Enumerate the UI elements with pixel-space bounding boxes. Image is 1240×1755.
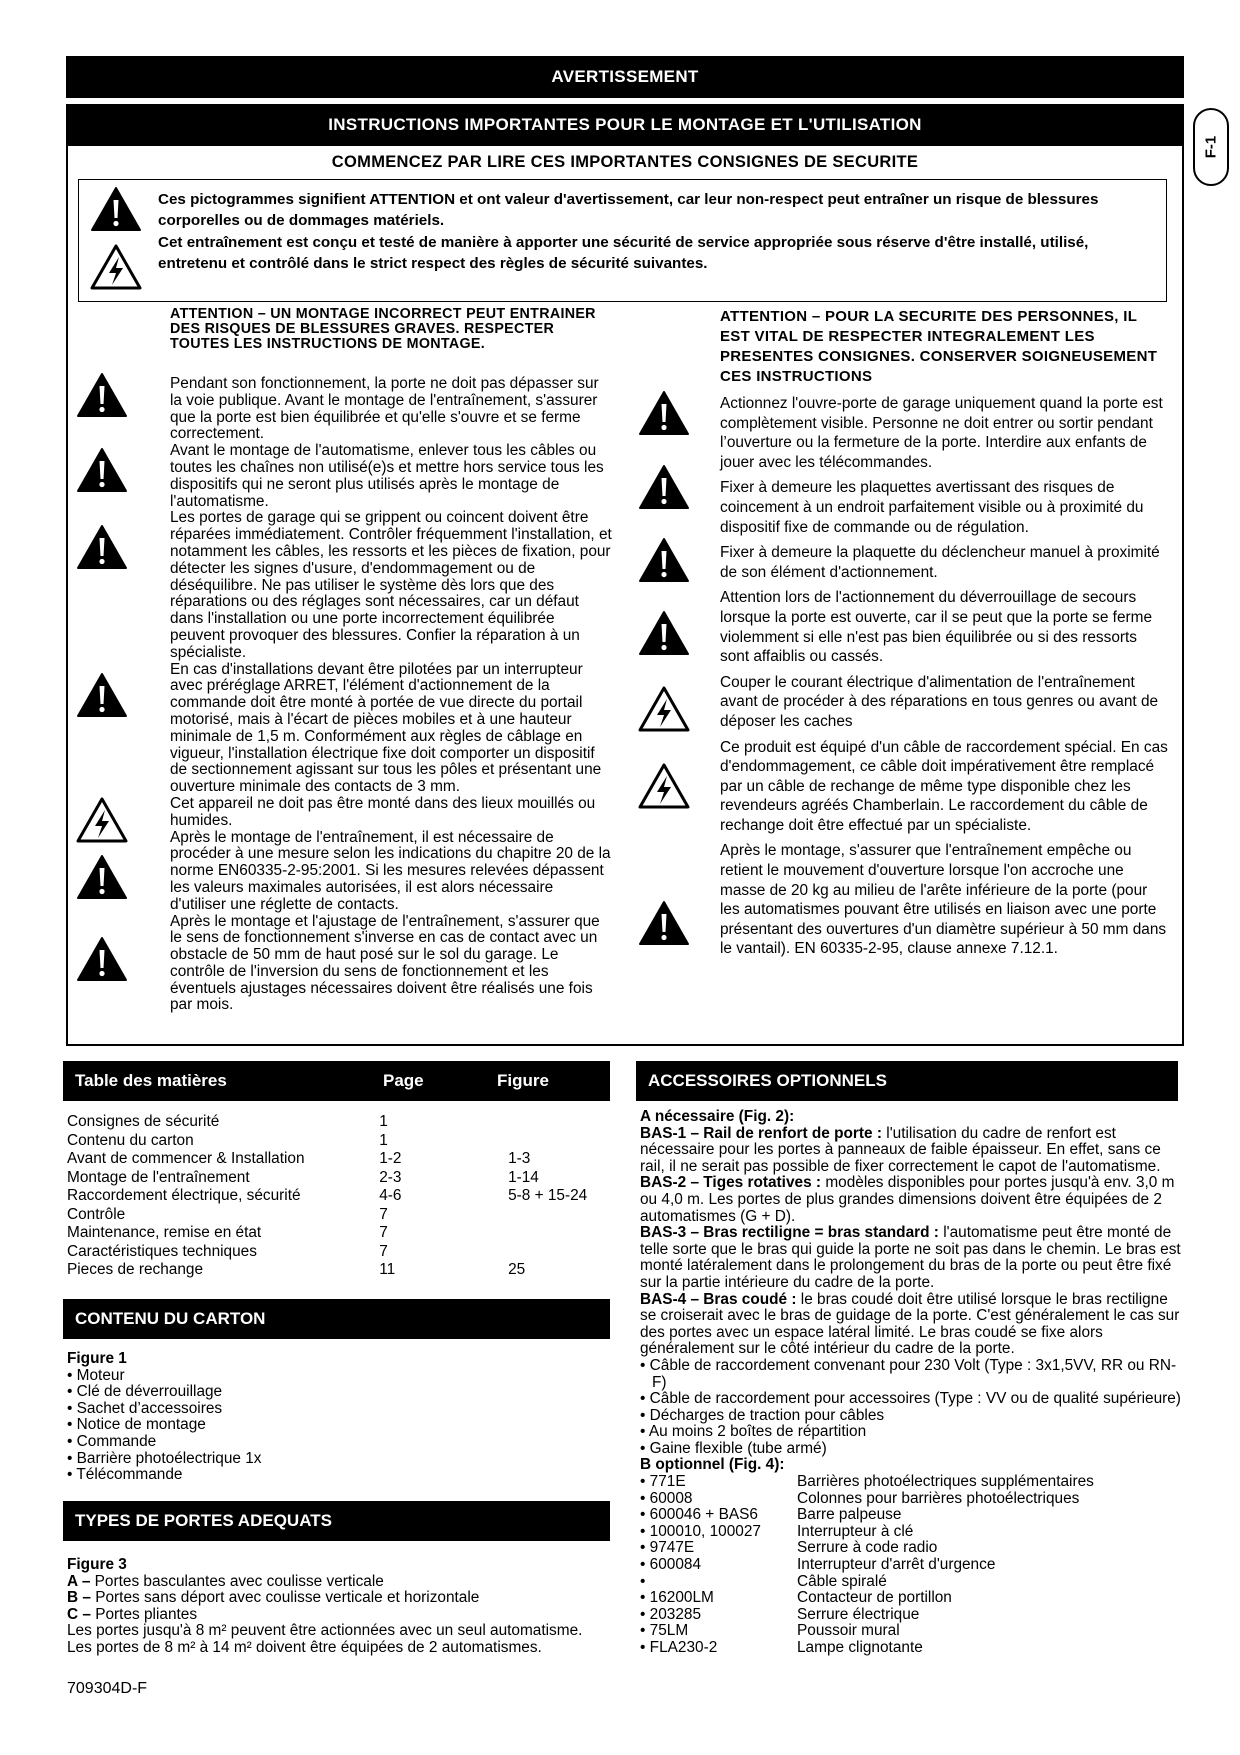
warning-triangle-icon — [638, 900, 690, 946]
left-paragraph: Cet appareil ne doit pas être monté dans des lieux mouillés ou humides. — [170, 794, 596, 829]
contents-figure-label: Figure 1 — [67, 1350, 127, 1367]
accessories-title: ACCESSOIRES OPTIONNELS — [648, 1071, 887, 1090]
accessory-item: BAS-2 – Tiges rotatives : modèles disponibles pour portes jusqu'à env. 3,0 m ou 4,0 m. Les portes de plus grandes dimensions doivent être équipées de 2 automatismes (G + D). — [640, 1174, 1175, 1225]
right-column-heading: ATTENTION – POUR LA SECURITE DES PERSONNES, IL EST VITAL DE RESPECTER INTEGRALEMENT LES PRESENTES CONSIGNES. CONSERVER SOIGNEUSEMENT CES INSTRUCTIONS — [720, 308, 1158, 385]
right-paragraph: Actionnez l'ouvre-porte de garage uniquement quand la porte est complètement visible. Personne ne doit entrer ou sortir pendant l’ouverture ou la fermeture de la porte. Interdire aux enfants de jouer avec les télécommandes. — [720, 395, 1163, 471]
toc-page-header: Page — [383, 1071, 424, 1090]
right-paragraph: Fixer à demeure les plaquettes avertissant des risques de coincement à un endroit parfaitement visible ou à proximité du dispositif fixe de commande ou de régulation. — [720, 479, 1144, 536]
door-types-figure-label: Figure 3 — [67, 1556, 127, 1573]
intro-text — [158, 190, 1158, 274]
toc-row: Pieces de rechange 11 25 — [67, 1261, 526, 1278]
toc-table — [67, 1113, 627, 1280]
contents-list — [67, 1351, 607, 1484]
electric-warning-icon — [638, 686, 690, 732]
list-item: • Barrière photoélectrique 1x — [67, 1449, 262, 1467]
page-tab — [1193, 108, 1229, 186]
right-column-text — [720, 394, 1168, 965]
intro-line-2: Cet entraînement est conçu et testé de manière à apporter une sécurité de service appropriée sous réserve d'être installé, utilisé, entretenu et contrôlé dans le strict respect des règles de sécurité suivantes. — [158, 234, 1089, 272]
warning-triangle-icon — [638, 390, 690, 436]
left-paragraph: Avant le montage de l'automatisme, enlever tous les câbles ou toutes les chaînes non utilisé(e)s et mettre hors service tous les dispositifs qui ne seront plus utilisés après le montage de l'automatisme. — [170, 442, 604, 510]
toc-row: Consignes de sécurité 1 — [67, 1113, 388, 1130]
warning-triangle-icon — [638, 610, 690, 656]
list-item: • Câble de raccordement convenant pour 230 Volt (Type : 3x1,5VV, RR ou RN-F) — [640, 1356, 1177, 1391]
left-paragraph: Les portes de garage qui se grippent ou coincent doivent être réparées immédiatement. Contrôler fréquemment l'installation, et notamment les câbles, les ressorts et les pièces de fixation, pour détecter les signes d'usure, d'endommagement ou de déséquilibre. Ne pas utiliser le système dès lors que des réparations ou des réglages sont nécessaires, car un défaut dans l'installation ou une porte incorrectement équilibrée peuvent provoquer des blessures. Confier la réparation à un spécialiste. — [170, 509, 612, 661]
door-types-title: TYPES DE PORTES ADEQUATS — [75, 1511, 332, 1530]
warning-triangle-icon — [76, 936, 128, 982]
toc-figure-header: Figure — [497, 1071, 549, 1090]
toc-row: Contrôle 7 — [67, 1205, 388, 1223]
left-column-heading: ATTENTION – UN MONTAGE INCORRECT PEUT ENTRAINER DES RISQUES DE BLESSURES GRAVES. RESPECTER TOUTES LES INSTRUCTIONS DE MONTAGE. — [170, 306, 596, 352]
list-item: B – Portes sans déport avec coulisse verticale et horizontale — [67, 1589, 480, 1607]
optional-row: • 75LM Poussoir mural — [640, 1622, 900, 1640]
left-paragraph: Pendant son fonctionnement, la porte ne doit pas dépasser sur la voie publique. Avant le montage de l'entraînement, s'assurer que la porte est bien équilibrée et qu'elle s'ouvre et se ferme correctement. — [170, 375, 599, 443]
instructions-title-bar — [66, 104, 1184, 146]
page-tab-label: F-1 — [1202, 135, 1220, 159]
accessory-item: BAS-1 – Rail de renfort de porte : l'utilisation du cadre de renfort est nécessaire pour les portes à panneaux de faible épaisseur. En effet, sans ce rail, il ne serait pas possible de fixer correctement le capot de l'automatisme. — [640, 1124, 1161, 1175]
left-paragraph: En cas d'installations devant être pilotées par un interrupteur avec préréglage ARRET, l'élément d'actionnement de la commande doit être monté à portée de vue directe du portail motorisé, mais à l'écart de pièces mobiles et à une hauteur minimale de 1,5 m. Conformément aux règles de câblage en vigueur, l'installation électrique fixe doit comporter un dispositif de sectionnement agissant sur tous les pôles et présentant une ouverture minimale des contacts de 3 mm. — [170, 660, 602, 796]
warning-triangle-icon — [76, 372, 128, 418]
door-types-list — [67, 1557, 612, 1657]
warning-triangle-icon — [76, 524, 128, 570]
optional-row: • Câble spiralé — [640, 1572, 887, 1590]
warning-title-bar — [66, 56, 1184, 98]
list-item: A – Portes basculantes avec coulisse verticale — [67, 1572, 384, 1590]
door-types-note: Les portes jusqu'à 8 m² peuvent être actionnées avec un seul automatisme. — [67, 1622, 583, 1640]
list-item: • Décharges de traction pour câbles — [640, 1406, 885, 1424]
toc-row: Montage de l'entraînement 2-3 1-14 — [67, 1168, 539, 1186]
list-item: C – Portes pliantes — [67, 1605, 198, 1623]
right-paragraph: Attention lors de l'actionnement du déverrouillage de secours lorsque la porte est ouverte, car il se peut que la porte se ferme violemment si elle n'est pas bien équilibrée ou si des ressorts sont affaiblis ou cassés. — [720, 589, 1153, 666]
optional-row: • 203285 Serrure électrique — [640, 1605, 920, 1623]
optional-row: • 9747E Serrure à code radio — [640, 1539, 938, 1557]
intro-line-1: Ces pictogrammes signifient ATTENTION et ont valeur d'avertissement, car leur non-respect peut entraîner un risque de blessures corporelles ou de dommages matériels. — [158, 191, 1099, 229]
warning-triangle-icon — [76, 854, 128, 900]
warning-title: AVERTISSEMENT — [551, 67, 699, 86]
read-first-heading: COMMENCEZ PAR LIRE CES IMPORTANTES CONSIGNES DE SECURITE — [331, 153, 919, 171]
optional-row: • 16200LM Contacteur de portillon — [640, 1589, 952, 1607]
list-item: • Clé de déverrouillage — [67, 1383, 223, 1401]
right-paragraph: Ce produit est équipé d'un câble de raccordement spécial. En cas d'endommagement, ce câble doit impérativement être remplacé par un câble de rechange de même type disponible chez les revendeurs agréés Chamberlain. Le raccordement du câble de rechange doit être effectué par un spécialiste. — [720, 738, 1168, 834]
optional-row: • FLA230-2 Lampe clignotante — [640, 1639, 923, 1656]
list-item: • Moteur — [67, 1366, 125, 1384]
warning-triangle-icon — [638, 464, 690, 510]
warning-triangle-icon — [638, 537, 690, 583]
contents-header-bar — [63, 1299, 610, 1339]
electric-warning-icon — [90, 244, 142, 290]
list-item: • Au moins 2 boîtes de répartition — [640, 1423, 867, 1441]
contents-title: CONTENU DU CARTON — [75, 1309, 266, 1328]
left-paragraph: Après le montage et l'ajustage de l'entraînement, s'assurer que le sens de fonctionnement s'inverse en cas de contact avec un obstacle de 50 mm de haut posé sur le sol du garage. Le contrôle de l'inversion du sens de fonctionnement et les éventuels ajustages nécessaires doivent être réalisés une fois par mois. — [170, 912, 600, 1014]
warning-triangle-icon — [90, 186, 142, 232]
accessory-item: BAS-3 – Bras rectiligne = bras standard : l'automatisme peut être monté de telle sorte que le bras qui guide la porte ne soit pas dans le chemin. Le bras est monté latéralement dans le prolongement du bras de la porte ou peut être fixé sur la partie intérieure du cadre de la porte. — [640, 1224, 1181, 1291]
accessories-required-heading: A nécessaire (Fig. 2): — [640, 1108, 795, 1125]
toc-title: Table des matières — [75, 1071, 227, 1090]
optional-row: • 100010, 100027 Interrupteur à clé — [640, 1522, 914, 1540]
list-item: • Notice de montage — [67, 1416, 206, 1434]
optional-row: • 60008 Colonnes pour barrières photoélectriques — [640, 1489, 1080, 1507]
toc-row: Maintenance, remise en état 7 — [67, 1224, 388, 1241]
list-item: • Gaine flexible (tube armé) — [640, 1439, 827, 1457]
accessory-item: BAS-4 – Bras coudé : le bras coudé doit être utilisé lorsque le bras rectiligne se croiserait avec le bras de guidage de la porte. C'est généralement le cas sur des portes avec un espace latéral limité. Le bras coudé se fixe alors généralement sur le côté intérieur du cadre de la porte. — [640, 1290, 1180, 1358]
list-item: • Sachet d’accessoires — [67, 1399, 223, 1417]
electric-warning-icon — [638, 763, 690, 809]
accessories-optional-heading: B optionnel (Fig. 4): — [640, 1456, 785, 1474]
document-code: 709304D-F — [67, 1680, 148, 1697]
toc-header-bar — [63, 1061, 610, 1101]
door-types-note: Les portes de 8 m² à 14 m² doivent être équipées de 2 automatismes. — [67, 1638, 542, 1656]
door-types-header-bar — [63, 1501, 610, 1541]
toc-row: Caractéristiques techniques 7 — [67, 1242, 388, 1260]
optional-row: • 600084 Interrupteur d'arrêt d'urgence — [640, 1556, 996, 1574]
left-paragraph: Après le montage de l'entraînement, il est nécessaire de procéder à une mesure selon les indications du chapitre 20 de la norme EN60335-2-95:2001. Si les mesures relevées dépassent les valeurs maximales autorisées, il est alors nécessaire d'utiliser une réglette de contacts. — [170, 828, 611, 913]
accessories-header-bar — [636, 1061, 1178, 1101]
right-paragraph: Couper le courant électrique d'alimentation de l'entraînement avant de procéder à des réparations en tous genres ou avant de déposer les caches — [720, 673, 1159, 730]
warning-triangle-icon — [76, 672, 128, 718]
list-item: • Commande — [67, 1432, 157, 1450]
list-item: • Télécommande — [67, 1466, 183, 1484]
right-paragraph: Fixer à demeure la plaquette du déclencheur manuel à proximité de son élément d'actionnement. — [720, 544, 1160, 581]
warning-triangle-icon — [76, 447, 128, 493]
electric-warning-icon — [76, 797, 128, 843]
left-column-text — [170, 376, 613, 1014]
accessories-text — [640, 1109, 1186, 1657]
toc-row: Raccordement électrique, sécurité 4-6 5-8 + 15-24 — [67, 1187, 588, 1204]
optional-row: • 600046 + BAS6 Barre palpeuse — [640, 1506, 902, 1524]
instructions-title: INSTRUCTIONS IMPORTANTES POUR LE MONTAGE ET L'UTILISATION — [328, 115, 922, 134]
optional-row: • 771E Barrières photoélectriques supplémentaires — [640, 1473, 1094, 1491]
list-item: • Câble de raccordement pour accessoires (Type : VV ou de qualité supérieure) — [640, 1390, 1181, 1408]
right-paragraph: Après le montage, s'assurer que l'entraînement empêche ou retient le mouvement d'ouverture lorsque l'on accroche une masse de 20 kg au milieu de l'arête inférieure de la porte (pour les automatismes pouvant être utilisés en liaison avec une porte présentant des ouvertures d'un diamètre supérieur à 50 mm dans le vantail). EN 60335-2-95, clause annexe 7.12.1. — [720, 842, 1167, 958]
toc-row: Contenu du carton 1 — [67, 1131, 388, 1149]
toc-row: Avant de commencer & Installation 1-2 1-3 — [67, 1150, 531, 1167]
